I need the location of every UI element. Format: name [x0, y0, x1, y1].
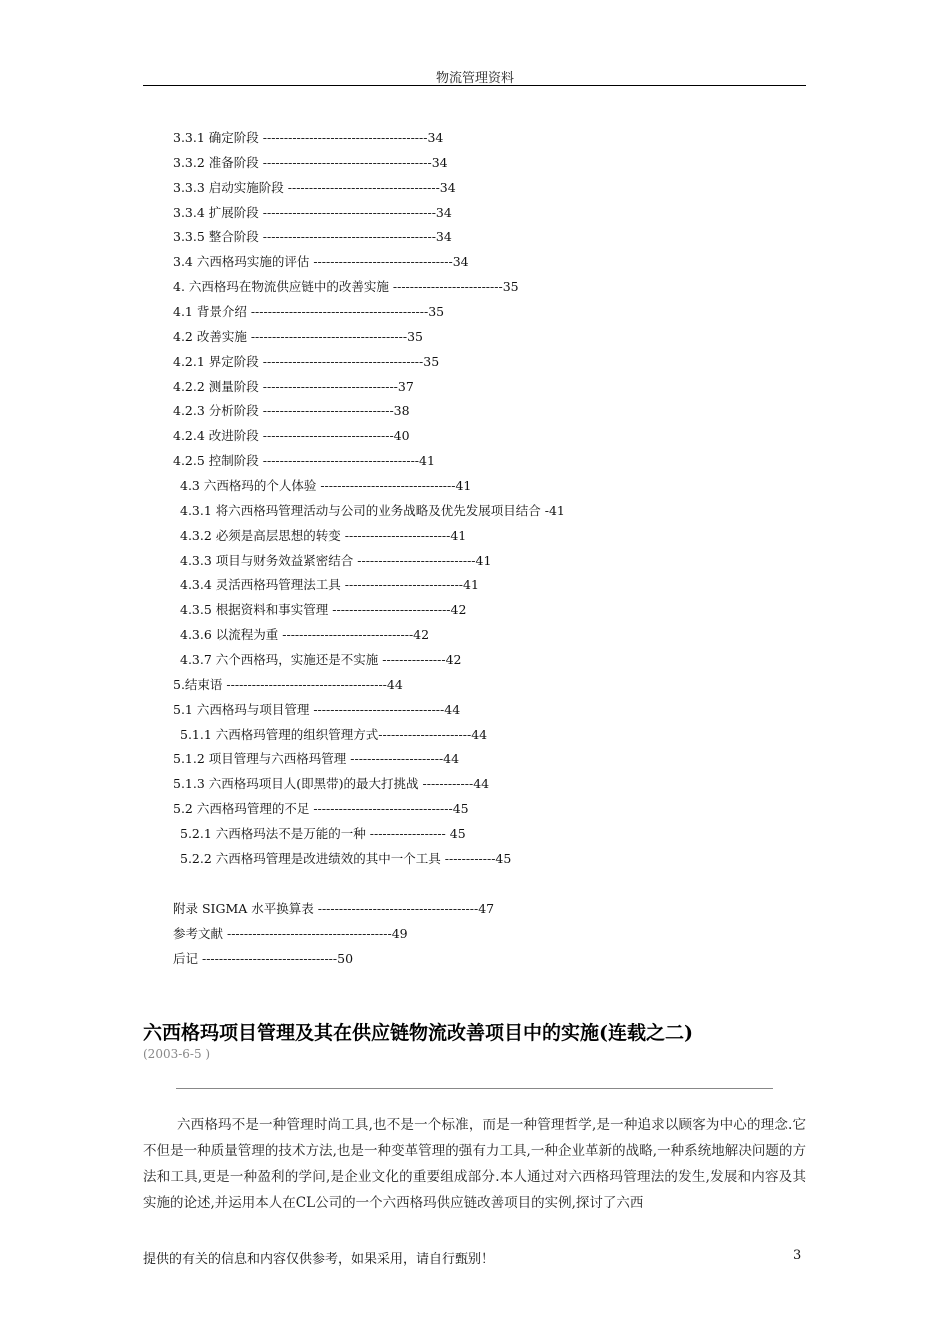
page-number: 3 [793, 1248, 802, 1263]
article-date: (2003-6-5 ) [143, 1047, 211, 1061]
toc-entry: 4.3.7 六个西格玛，实施还是不实施 ---------------42 [180, 652, 462, 668]
toc-entry: 5.1 六西格玛与项目管理 -------------------------------44 [173, 701, 461, 717]
toc-entry: 4.2.5 控制阶段 -------------------------------------41 [173, 453, 435, 469]
toc-entry: 3.3.1 确定阶段 ---------------------------------------34 [173, 130, 444, 145]
toc-entry: 4.3.1 将六西格玛管理活动与公司的业务战略及优先发展项目结合 -41 [180, 502, 565, 518]
table-of-contents [173, 126, 793, 971]
toc-entry: 4.3.2 必须是高层思想的转变 -------------------------41 [180, 527, 467, 543]
toc-entry: 4.1 背景介绍 ------------------------------------------35 [173, 304, 445, 320]
header-divider [143, 85, 806, 86]
toc-entry: 4.2.3 分析阶段 -------------------------------38 [173, 403, 410, 419]
toc-entry: 5.2 六西格玛管理的不足 ---------------------------------45 [173, 801, 469, 817]
toc-entry: 5.2.1 六西格玛法不是万能的一种 ------------------ 45 [180, 826, 466, 842]
toc-entry: 4.3 六西格玛的个人体验 --------------------------------41 [180, 478, 472, 494]
toc-entry: 4.3.3 项目与财务效益紧密结合 ----------------------------41 [180, 552, 492, 568]
toc-entry: 5.1.2 项目管理与六西格玛管理 ----------------------44 [173, 751, 460, 767]
toc-entry: 5.结束语 --------------------------------------44 [173, 676, 403, 692]
toc-entry: 5.1.1 六西格玛管理的组织管理方式----------------------44 [180, 726, 488, 742]
toc-entry: 4.2.1 界定阶段 --------------------------------------35 [173, 353, 440, 369]
toc-entry: 4.3.6 以流程为重 -------------------------------42 [180, 627, 430, 643]
article-divider [176, 1088, 773, 1089]
toc-entry: 4.3.4 灵活西格玛管理法工具 ----------------------------41 [180, 577, 479, 593]
toc-entry: 5.2.2 六西格玛管理是改进绩效的其中一个工具 ------------45 [180, 850, 512, 866]
toc-entry: 4.3.5 根据资料和事实管理 ----------------------------42 [180, 602, 467, 618]
toc-entry: 参考文献 ---------------------------------------49 [173, 925, 408, 941]
article-body: 六西格玛不是一种管理时尚工具,也不是一个标准，而是一种管理哲学,是一种追求以顾客为中心的理念.它不但是一种质量管理的技术方法,也是一种变革管理的强有力工具,一种企业革新的战略,一种系统地解决问题的方法和工具,更是一种盈利的学问,是企业文化的重要组成部分.本人通过对六西格玛管理法的发生,发展和内容及其实施的论述,并运用本人在CL公司的一个六西格玛供应链改善项目的实例,探讨了六西 [143, 1117, 806, 1211]
article-title: 六西格玛项目管理及其在供应链物流改善项目中的实施(连载之二) [143, 1022, 693, 1044]
toc-entry: 4. 六西格玛在物流供应链中的改善实施 --------------------------35 [173, 279, 519, 295]
toc-entry: 3.4 六西格玛实施的评估 ---------------------------------34 [173, 254, 469, 270]
toc-entry: 4.2.4 改进阶段 -------------------------------40 [173, 428, 410, 444]
toc-entry: 5.1.3 六西格玛项目人(即黑带)的最大打挑战 ------------44 [173, 776, 490, 792]
toc-entry: 3.3.5 整合阶段 -----------------------------------------34 [173, 229, 452, 245]
toc-entry: 附录 SIGMA 水平换算表 --------------------------------------47 [173, 900, 495, 916]
toc-entry: 3.3.3 启动实施阶段 ------------------------------------34 [173, 179, 456, 195]
toc-entry: 4.2.2 测量阶段 --------------------------------37 [173, 378, 414, 394]
toc-entry: 3.3.2 准备阶段 ----------------------------------------34 [173, 154, 448, 170]
toc-entry: 后记 --------------------------------50 [173, 950, 354, 966]
toc-entry: 4.2 改善实施 -------------------------------------35 [173, 328, 424, 344]
toc-entry: 3.3.4 扩展阶段 -----------------------------------------34 [173, 204, 452, 220]
footer-disclaimer: 提供的有关的信息和内容仅供参考，如果采用，请自行甄别！ [143, 1252, 495, 1267]
page-header-title: 物流管理资料 [435, 71, 514, 86]
